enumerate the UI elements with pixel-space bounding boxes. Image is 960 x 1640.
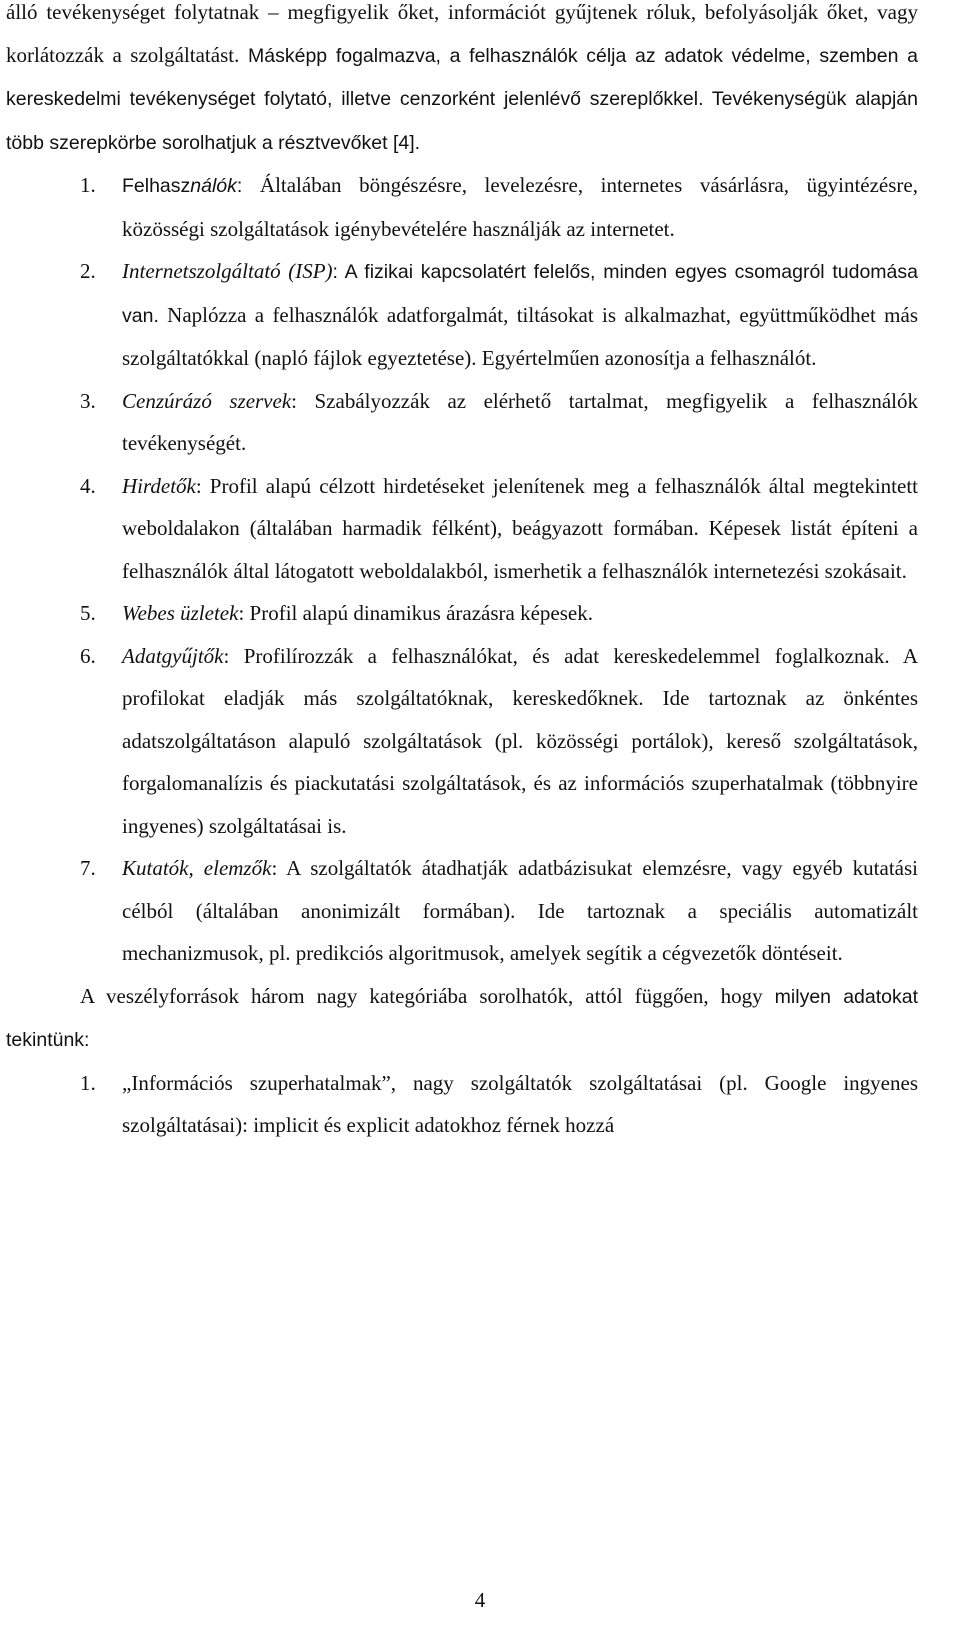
list-item (6, 635, 918, 848)
role-description: Profil alapú dinamikus árazásra képesek. (244, 601, 593, 625)
intro-text-part1: álló tevékenységet folytatnak – megfigyelik őket, információt gyűjtenek róluk, befolyásolják őket, vagy korlátozzák a szolgáltatást. (6, 0, 918, 67)
page-number: 4 (474, 1588, 486, 1612)
list-item (6, 164, 918, 250)
threat-intro-paragraph (6, 975, 918, 1062)
threat-description: „Információs szuperhatalmak”, nagy szolgáltatók szolgáltatásai (pl. Google ingyenes szolgáltatásai): implicit és explicit adatokhoz férnek hozzá (122, 1070, 918, 1137)
intro-text-part2: Másképp fogalmazva, a felhasználók célja az adatok védelme, szemben a kereskedelmi tevékenységet folytató, illetve cenzorként jelenlévő szereplőkkel. Tevékenységük alapján több szerepkörbe sorolhatjuk a résztvevőket [4]. (6, 44, 918, 154)
role-description: Profilírozzák a felhasználókat, és adat kereskedelemmel foglalkoznak. A profilokat eladják más szolgáltatóknak, kereskedőknek. Ide tartoznak az önkéntes adatszolgáltatáson alapuló szolgáltatások (pl. közösségi portálok), kereső szolgáltatások, forgalomanalízis és piackutatási szolgáltatások, és az információs szuperhatalmak (többnyire ingyenes) szolgáltatásai is. (122, 643, 918, 838)
threat-intro-text: A veszélyforrások három nagy kategóriába sorolhatók, attól függően, hogy (80, 983, 775, 1008)
list-item (6, 465, 918, 593)
role-description: Általában böngészésre, levelezésre, internetes vásárlásra, ügyintézésre, közösségi szolgáltatások igénybevételére használják az internetet. (122, 173, 918, 241)
list-item (6, 1062, 918, 1147)
role-term: Kutatók, elemzők (122, 856, 272, 880)
list-item-number: 6. (80, 643, 96, 668)
list-item (6, 592, 918, 635)
role-description: A szolgáltatók átadhatják adatbázisukat elemzésre, vagy egyéb kutatási célból (általában anonimizált formában). Ide tartoznak a speciális automatizált mechanizmusok, pl. predikciós algoritmusok, amelyek segítik a cégvezetők döntéseit. (122, 856, 918, 965)
role-term-separator: : (236, 175, 243, 197)
list-item-number: 4. (80, 473, 96, 498)
role-term: Hirdetők (122, 473, 196, 498)
role-term-separator: : (271, 856, 278, 880)
threat-intro-text-end: milyen adatokat tekintünk: (6, 985, 918, 1051)
list-item-number: 2. (80, 259, 96, 283)
role-term: nálók (190, 175, 237, 197)
document-page (6, 0, 918, 1147)
list-item (6, 380, 918, 465)
threats-list (6, 1062, 918, 1147)
role-term-separator: : (332, 261, 338, 283)
list-item-number: 7. (80, 856, 96, 880)
role-term-separator: : (291, 388, 297, 413)
list-item (6, 847, 918, 975)
list-item-number: 1. (80, 173, 96, 197)
list-item-number: 5. (80, 601, 96, 625)
list-item-number: 3. (80, 388, 96, 413)
role-term-separator: : (223, 643, 230, 668)
list-item (6, 250, 918, 380)
role-term: Cenzúrázó szervek (122, 388, 292, 413)
role-term-separator: : (238, 601, 245, 625)
role-term: Adatgyűjtők (122, 643, 224, 668)
role-description: Naplózza a felhasználók adatforgalmát, tiltásokat is alkalmazhat, együttműködhet más szolgáltatókkal (napló fájlok egyeztetése). Egyértelműen azonosítja a felhasználót. (122, 302, 918, 370)
list-item-number: 1. (80, 1070, 96, 1095)
role-term: Internetszolgáltató (ISP) (122, 259, 333, 283)
role-term-separator: : (195, 473, 202, 498)
role-description: Szabályozzák az elérhető tartalmat, megfigyelik a felhasználók tevékenységét. (122, 388, 918, 455)
intro-paragraph (6, 0, 918, 164)
role-description: Profil alapú célzott hirdetéseket jelenítenek meg a felhasználók által megtekintett weboldalakon (általában harmadik félként), beágyazott formában. Képesek listát építeni a felhasználók által látogatott weboldalakból, ismerhetik a felhasználók internetezési szokásait. (122, 473, 918, 583)
role-term-prefix: Felhasz (122, 175, 191, 197)
role-description-part1: A fizikai kapcsolatért felelős, minden egyes csomagról tudomása van. (122, 261, 918, 327)
role-term: Webes üzletek (122, 601, 239, 625)
roles-list (6, 164, 918, 975)
